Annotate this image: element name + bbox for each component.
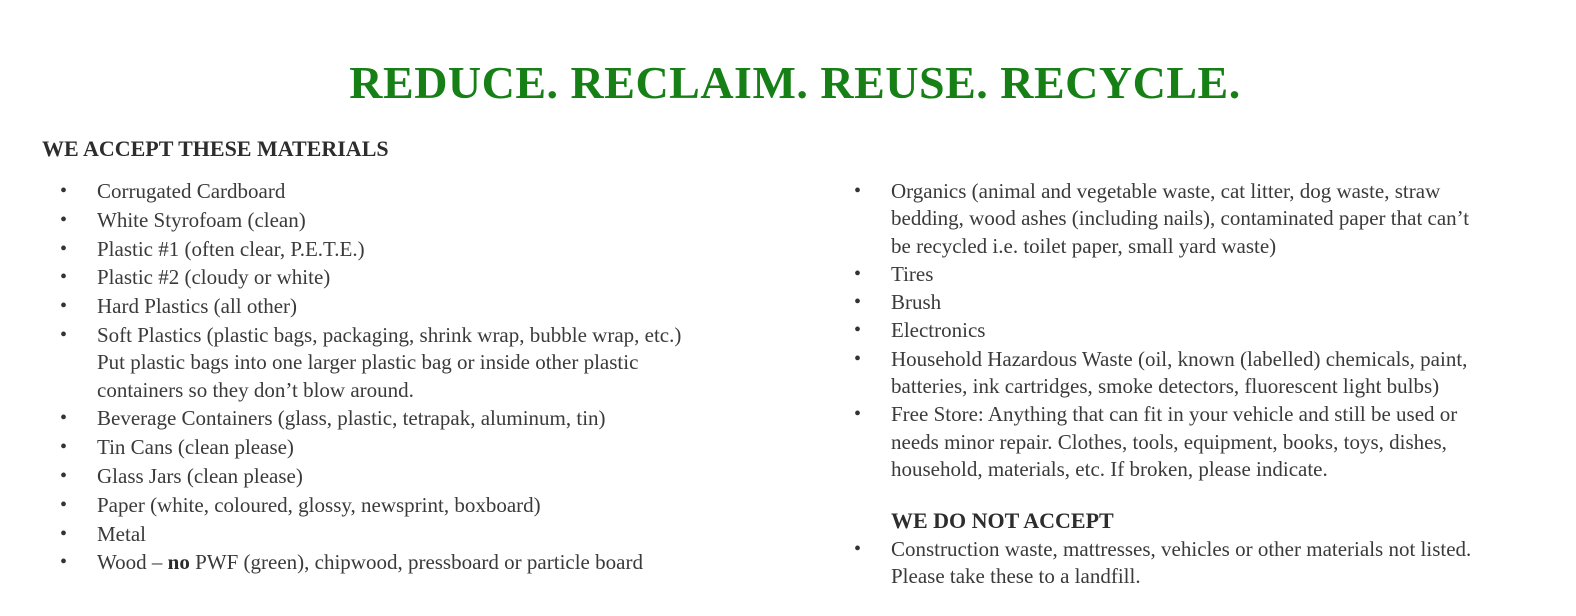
list-item: • Paper (white, coloured, glossy, newsprint, boxboard) (97, 492, 797, 519)
list-item: • Free Store: Anything that can fit in your vehicle and still be used or needs minor repair. Clothes, tools, equipment, books, toys, dishes, household, materials, etc. If broken, please indicate. (891, 401, 1551, 483)
accepted-materials-heading: WE ACCEPT THESE MATERIALS (42, 136, 389, 161)
page-title: REDUCE. RECLAIM. REUSE. RECYCLE. (349, 57, 1241, 108)
list-item: • Tin Cans (clean please) (97, 434, 797, 461)
list-item: • White Styrofoam (clean) (97, 207, 797, 234)
list-item: • Plastic #1 (often clear, P.E.T.E.) (97, 236, 797, 263)
list-item: • Wood – no PWF (green), chipwood, pressboard or particle board (97, 549, 797, 576)
list-item: • Brush (891, 289, 1551, 316)
list-item: • Hard Plastics (all other) (97, 293, 797, 320)
list-item: • Household Hazardous Waste (oil, known (labelled) chemicals, paint, batteries, ink cartridges, smoke detectors, fluorescent light bulbs) (891, 346, 1551, 401)
accepted-materials-list-left (97, 178, 797, 578)
list-item: • Glass Jars (clean please) (97, 463, 797, 490)
list-item: • Tires (891, 261, 1551, 288)
list-item: • Plastic #2 (cloudy or white) (97, 264, 797, 291)
list-item: • Metal (97, 521, 797, 548)
not-accepted-list (891, 536, 1551, 591)
list-item: • Construction waste, mattresses, vehicles or other materials not listed. Please take these to a landfill. (891, 536, 1551, 591)
list-item: • Organics (animal and vegetable waste, cat litter, dog waste, straw bedding, wood ashes (including nails), contaminated paper that can’t be recycled i.e. toilet paper, small yard waste) (891, 178, 1551, 260)
list-item: • Beverage Containers (glass, plastic, tetrapak, aluminum, tin) (97, 405, 797, 432)
accepted-materials-list-right (891, 178, 1551, 484)
not-accepted-heading: WE DO NOT ACCEPT (891, 508, 1114, 533)
list-item: • Electronics (891, 317, 1551, 344)
list-item: • Corrugated Cardboard (97, 178, 797, 205)
list-item: • Soft Plastics (plastic bags, packaging, shrink wrap, bubble wrap, etc.) Put plastic bags into one larger plastic bag or inside other plastic containers so they don’t blow around. (97, 322, 797, 404)
